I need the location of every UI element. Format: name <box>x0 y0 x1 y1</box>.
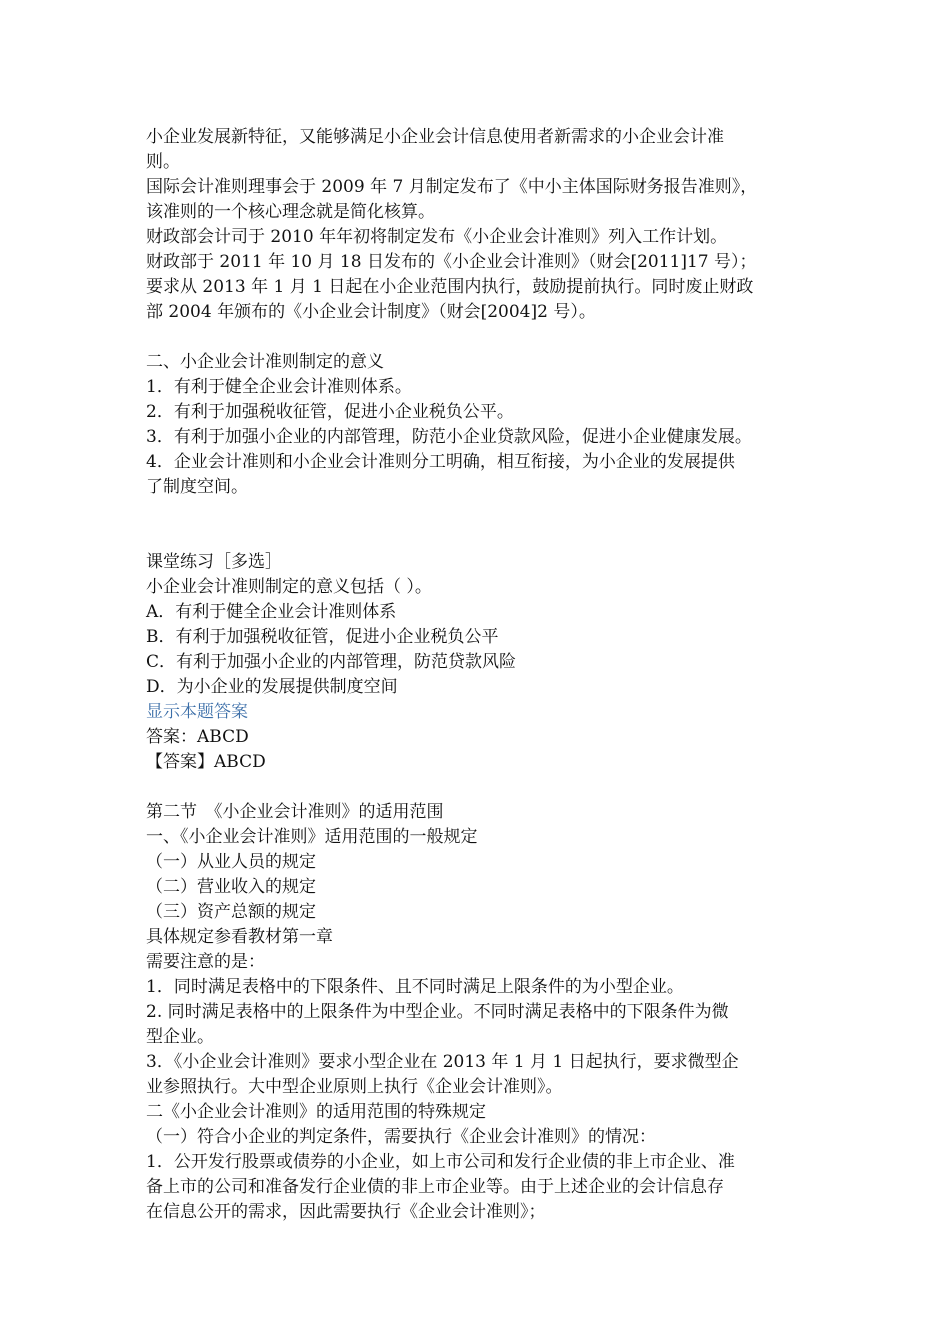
significance-section <box>146 350 826 500</box>
scope-section <box>146 800 826 1225</box>
text-line: 财政部会计司于 2010 年年初将制定发布《小企业会计准则》列入工作计划。 <box>146 227 728 247</box>
option-c: C．有利于加强小企业的内部管理，防范贷款风险 <box>146 652 517 672</box>
section-heading: 二、小企业会计准则制定的意义 <box>146 352 384 372</box>
text-line: 2. 同时满足表格中的上限条件为中型企业。不同时满足表格中的下限条件为微 <box>146 1002 729 1022</box>
spacer <box>146 775 826 800</box>
text-line: 1．公开发行股票或债券的小企业，如上市公司和发行企业债的非上市企业、准 <box>146 1152 735 1172</box>
text-line: （一）符合小企业的判定条件，需要执行《企业会计准则》的情况： <box>146 1127 656 1147</box>
text-line: 业参照执行。大中型企业原则上执行《企业会计准则》。 <box>146 1077 563 1097</box>
text-line: 二《小企业会计准则》的适用范围的特殊规定 <box>146 1102 486 1122</box>
text-line: （三）资产总额的规定 <box>146 902 316 922</box>
text-line: 型企业。 <box>146 1027 214 1047</box>
text-line: 小企业发展新特征，又能够满足小企业会计信息使用者新需求的小企业会计准 <box>146 127 724 147</box>
show-answer-link[interactable]: 显示本题答案 <box>146 702 248 722</box>
text-line: 则。 <box>146 152 180 172</box>
text-line: 要求从 2013 年 1 月 1 日起在小企业范围内执行，鼓励提前执行。同时废止财政 <box>146 277 754 297</box>
option-b: B．有利于加强税收征管，促进小企业税负公平 <box>146 627 499 647</box>
exercise-question: 小企业会计准则制定的意义包括（ ）。 <box>146 577 432 597</box>
text-line: 在信息公开的需求，因此需要执行《企业会计准则》； <box>146 1202 546 1222</box>
text-line: （二）营业收入的规定 <box>146 877 316 897</box>
list-item: 1．有利于健全企业会计准则体系。 <box>146 377 412 397</box>
answer-text: 答案：ABCD <box>146 727 249 747</box>
spacer <box>146 325 826 350</box>
text-line: 该准则的一个核心理念就是简化核算。 <box>146 202 435 222</box>
text-line: 国际会计准则理事会于 2009 年 7 月制定发布了《中小主体国际财务报告准则》， <box>146 177 758 197</box>
intro-paragraph <box>146 125 826 325</box>
text-line: 备上市的公司和准备发行企业债的非上市企业等。由于上述企业的会计信息存 <box>146 1177 724 1197</box>
option-d: D．为小企业的发展提供制度空间 <box>146 677 398 697</box>
text-line: 需要注意的是： <box>146 952 265 972</box>
text-line: 1．同时满足表格中的下限条件、且不同时满足上限条件的为小型企业。 <box>146 977 684 997</box>
option-a: A．有利于健全企业会计准则体系 <box>146 602 397 622</box>
list-item: 2．有利于加强税收征管，促进小企业税负公平。 <box>146 402 514 422</box>
text-line: 3．《小企业会计准则》要求小型企业在 2013 年 1 月 1 日起执行，要求微型企 <box>146 1052 739 1072</box>
text-line: 具体规定参看教材第一章 <box>146 927 333 947</box>
exercise-title: 课堂练习［多选］ <box>146 552 282 572</box>
text-line: 财政部于 2011 年 10 月 18 日发布的《小企业会计准则》（财会[2011]17 号）； <box>146 252 757 272</box>
text-line: 一、《小企业会计准则》适用范围的一般规定 <box>146 827 478 847</box>
list-item: 了制度空间。 <box>146 477 248 497</box>
answer-bracket-text: 【答案】ABCD <box>146 752 266 772</box>
exercise-section <box>146 550 826 775</box>
text-line: （一）从业人员的规定 <box>146 852 316 872</box>
section-title: 第二节 《小企业会计准则》的适用范围 <box>146 802 444 822</box>
list-item: 3．有利于加强小企业的内部管理，防范小企业贷款风险，促进小企业健康发展。 <box>146 427 752 447</box>
document-page <box>146 125 826 1225</box>
spacer <box>146 500 826 550</box>
list-item: 4．企业会计准则和小企业会计准则分工明确，相互衔接，为小企业的发展提供 <box>146 452 735 472</box>
text-line: 部 2004 年颁布的《小企业会计制度》（财会[2004]2 号）。 <box>146 302 596 322</box>
